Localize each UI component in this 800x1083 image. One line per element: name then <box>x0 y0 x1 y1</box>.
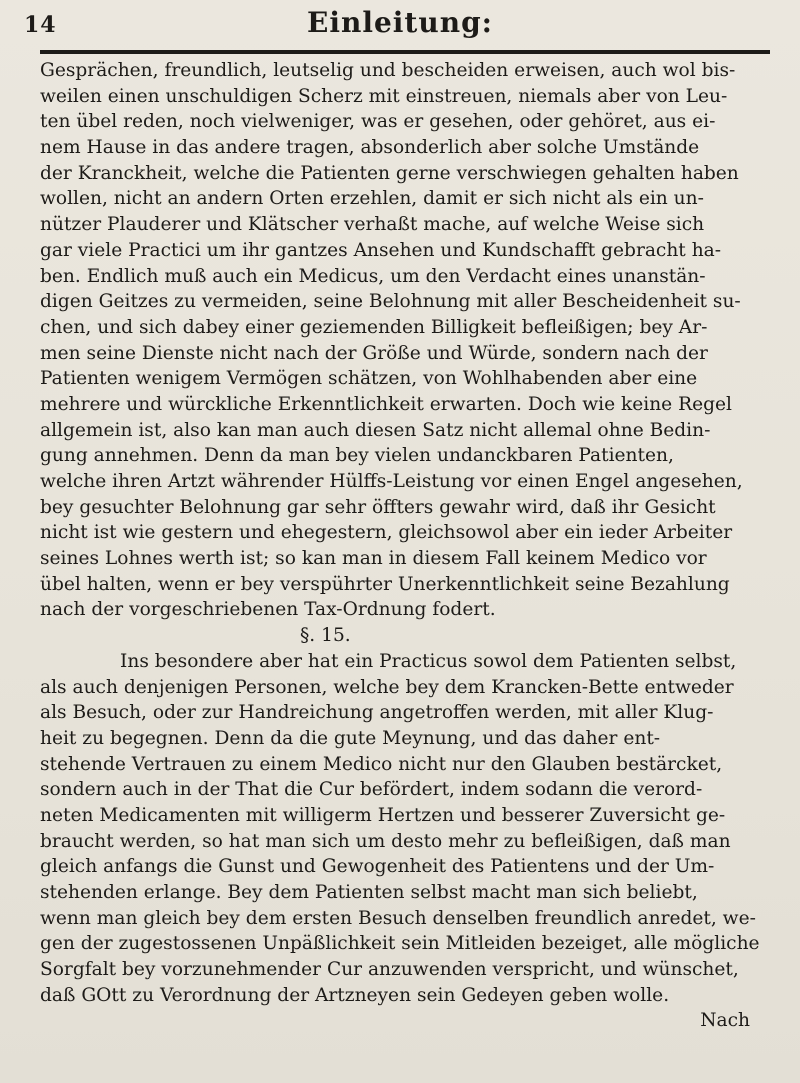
header-rule <box>40 50 770 54</box>
text-line: ben. Endlich muß auch ein Medicus, um den Verdacht eines unanstän- <box>40 265 706 287</box>
text-line: gleich anfangs die Gunst und Gewogenheit des Patientens und der Um- <box>40 856 715 878</box>
text-line: übel halten, wenn er bey verspührter Unerkenntlichkeit seine Bezahlung <box>40 573 730 595</box>
text-line: als Besuch, oder zur Handreichung angetroffen werden, mit aller Klug- <box>40 702 714 724</box>
text-line: ten übel reden, noch vielweniger, was er gesehen, oder gehöret, aus ei- <box>40 111 716 133</box>
text-line: braucht werden, so hat man sich um desto mehr zu befleißigen, daß man <box>40 830 731 852</box>
text-line: stehende Vertrauen zu einem Medico nicht nur den Glauben bestärcket, <box>40 753 723 775</box>
text-line: welche ihren Artzt währender Hülffs-Leistung vor einen Engel angesehen, <box>40 471 743 492</box>
text-line: Sorgfalt bey vorzunehmender Cur anzuwenden verspricht, und wünschet, <box>40 959 739 981</box>
text-line: stehenden erlange. Bey dem Patienten selbst macht man sich beliebt, <box>40 882 698 903</box>
text-line: seines Lohnes werth ist; so kan man in diesem Fall keinem Medico vor <box>40 548 707 570</box>
text-line: allgemein ist, also kan man auch diesen Satz nicht allemal ohne Bedin- <box>40 419 711 441</box>
text-line: nach der vorgeschriebenen Tax-Ordnung fodert. <box>40 599 496 621</box>
text-line: wollen, nicht an andern Orten erzehlen, damit er sich nicht als ein un- <box>40 188 704 210</box>
text-line: daß GOtt zu Verordnung der Artzneyen sein Gedeyen geben wolle. <box>40 984 670 1006</box>
text-line: gen der zugestossenen Unpäßlichkeit sein Mitleiden bezeiget, alle mögliche <box>40 933 760 955</box>
text-line: wenn man gleich bey dem ersten Besuch denselben freundlich anredet, we- <box>40 907 756 929</box>
text-line: men seine Dienste nicht nach der Größe und Würde, sondern nach der <box>40 342 708 364</box>
running-head: Einleitung: <box>307 6 493 39</box>
page-header <box>0 0 800 48</box>
text-line: bey gesuchter Belohnung gar sehr öffters gewahr wird, daß ihr Gesicht <box>40 496 716 518</box>
text-line: heit zu begegnen. Denn da die gute Meynung, und das daher ent- <box>40 727 661 749</box>
text-line: neten Medicamenten mit willigerm Hertzen und besserer Zuversicht ge- <box>40 804 726 826</box>
text-line: mehrere und würckliche Erkenntlichkeit erwarten. Doch wie keine Regel <box>40 393 732 415</box>
text-line: weilen einen unschuldigen Scherz mit einstreuen, niemals aber von Leu- <box>40 85 728 107</box>
text-line: Patienten wenigem Vermögen schätzen, von Wohlhabenden aber eine <box>40 368 698 390</box>
catchword: Nach <box>700 1010 750 1032</box>
text-line: gar viele Practici um ihr gantzes Ansehen und Kundschafft gebracht ha- <box>40 239 722 261</box>
text-line: gung annehmen. Denn da man bey vielen undanckbaren Patienten, <box>40 445 674 467</box>
text-line: nützer Plauderer und Klätscher verhaßt mache, auf welche Weise sich <box>40 214 705 236</box>
text-line: nem Hause in das andere tragen, absonderlich aber solche Umstände <box>40 137 700 159</box>
section-marker: §. 15. <box>300 625 351 647</box>
text-line: Gesprächen, freundlich, leutselig und bescheiden erweisen, auch wol bis- <box>40 60 736 81</box>
text-line: digen Geitzes zu vermeiden, seine Belohnung mit aller Bescheidenheit su- <box>40 291 741 313</box>
page-number: 14 <box>24 12 57 38</box>
text-line: sondern auch in der That die Cur befördert, indem sodann die verord- <box>40 779 703 801</box>
text-line: chen, und sich dabey einer geziemenden Billigkeit befleißigen; bey Ar- <box>40 316 708 338</box>
text-line: Ins besondere aber hat ein Practicus sowol dem Patienten selbst, <box>120 650 737 672</box>
catchword-line <box>40 1008 770 1034</box>
text-line: als auch denjenigen Personen, welche bey dem Krancken-Bette entweder <box>40 676 734 698</box>
page-body <box>40 58 770 1034</box>
section-line <box>40 623 770 649</box>
text-line: der Kranckheit, welche die Patienten gerne verschwiegen gehalten haben <box>40 162 739 184</box>
text-line: nicht ist wie gestern und ehegestern, gleichsowol aber ein ieder Arbeiter <box>40 522 733 544</box>
